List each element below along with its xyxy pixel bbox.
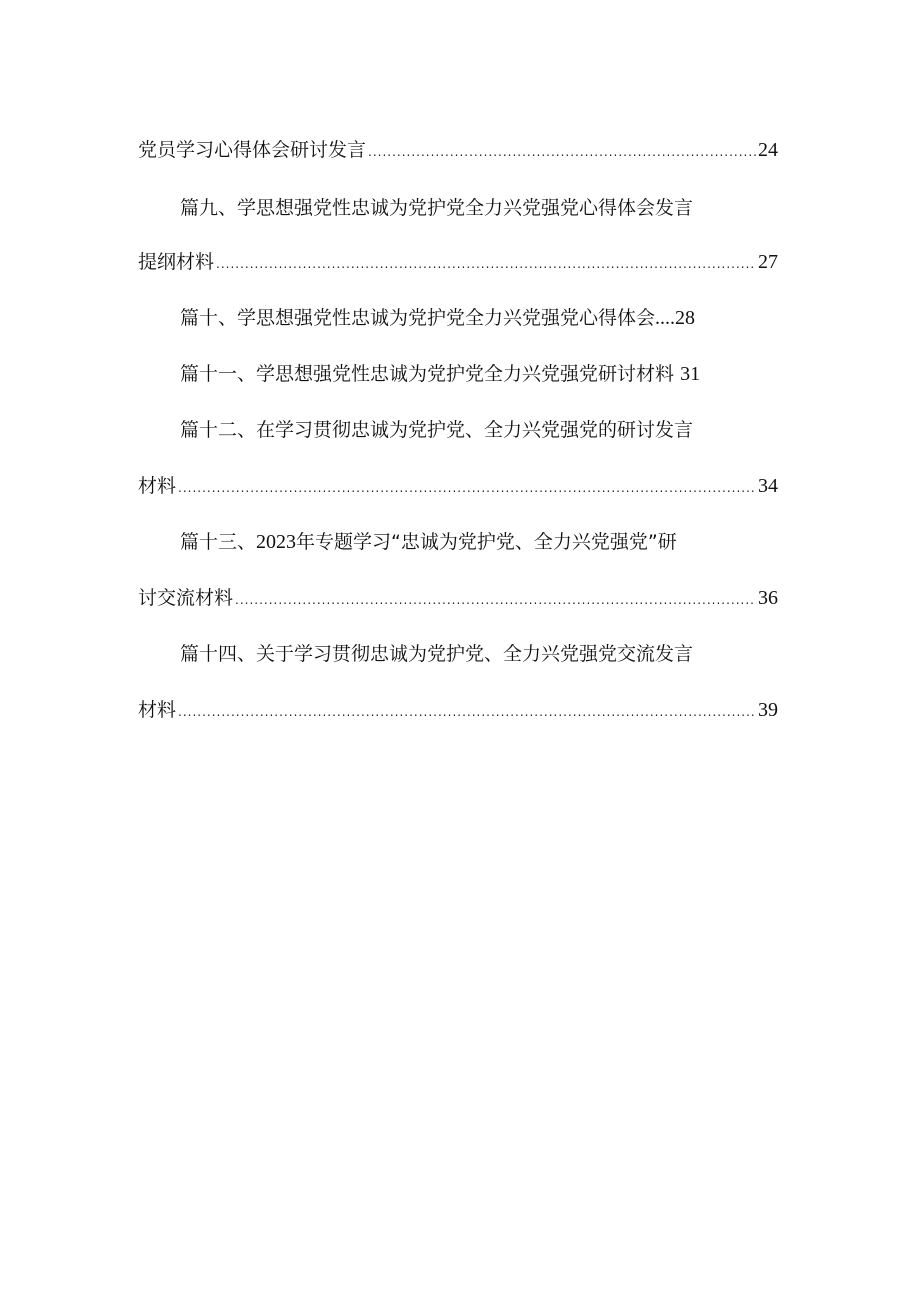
toc-entry-5-title-line1[interactable]: 篇十二、在学习贯彻忠诚为党护党、全力兴党强党的研讨发言 — [180, 419, 694, 441]
toc-entry-1-page: 24 — [758, 139, 778, 161]
toc-entry-7[interactable] — [138, 696, 778, 724]
toc-entry-6-year: 2023 — [256, 531, 297, 553]
toc-entry-3[interactable] — [138, 304, 820, 332]
toc-entry-3-title: 篇十、学思想强党性忠诚为党护党全力兴党强党心得体会 — [180, 307, 656, 329]
toc-entry-2[interactable] — [138, 248, 778, 276]
toc-entry-6-title-line2: 讨交流材料 — [138, 587, 234, 609]
toc-entry-2-title-line2: 提纲材料 — [138, 251, 215, 273]
toc-entry-6-prefix: 篇十三、 — [180, 531, 257, 553]
toc-entry-6-title-line1[interactable] — [138, 528, 820, 556]
toc-entry-3-leader: .... — [655, 307, 676, 329]
toc-entry-4-page: 31 — [680, 363, 701, 385]
toc-entry-3-page: 28 — [675, 307, 696, 329]
toc-entry-6-page: 36 — [758, 587, 778, 609]
toc-entry-7-page: 39 — [758, 699, 778, 721]
toc-entry-4[interactable] — [138, 360, 820, 388]
toc-entry-2-title-line1[interactable]: 篇九、学思想强党性忠诚为党护党全力兴党强党心得体会发言 — [180, 197, 694, 219]
toc-entry-6-leader — [235, 586, 756, 614]
toc-entry-5-title-line2: 材料 — [138, 475, 177, 497]
toc-entry-1-leader — [368, 138, 756, 166]
toc-entry-2-page: 27 — [758, 251, 778, 273]
toc-entry-7-leader — [178, 698, 756, 726]
toc-entry-6-title-rest: 年专题学习“忠诚为党护党、全力兴党强党”研 — [296, 531, 677, 553]
toc-entry-4-title: 篇十一、学思想强党性忠诚为党护党全力兴党强党研讨材料 — [180, 363, 675, 385]
toc-entry-7-title-line1[interactable]: 篇十四、关于学习贯彻忠诚为党护党、全力兴党强党交流发言 — [180, 643, 694, 665]
toc-entry-1-title: 党员学习心得体会研讨发言 — [138, 139, 367, 161]
toc-entry-1[interactable] — [138, 136, 778, 164]
toc-entry-6[interactable] — [138, 584, 778, 612]
toc-entry-5-leader — [178, 474, 756, 502]
toc-entry-5-page: 34 — [758, 475, 778, 497]
toc-entry-5[interactable] — [138, 472, 778, 500]
toc-entry-7-title-line2: 材料 — [138, 699, 177, 721]
toc-entry-2-leader — [216, 250, 756, 278]
